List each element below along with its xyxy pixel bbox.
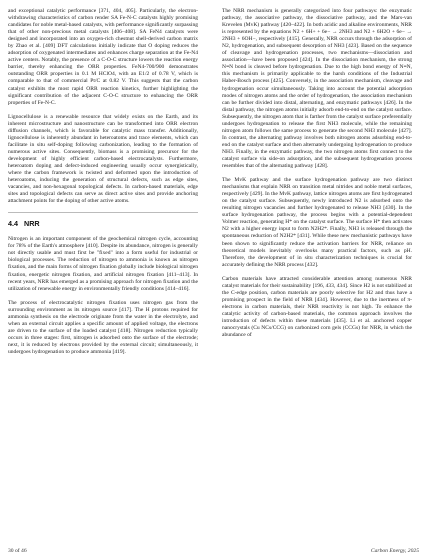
section-divider	[8, 212, 198, 213]
section-title: NRR	[24, 219, 40, 229]
page-number: 30 of 46	[8, 548, 27, 554]
section-heading	[8, 219, 198, 228]
journal-name: Carbon Energy, 2025	[370, 548, 419, 554]
left-paragraph-1: and exceptional catalytic performance [371, 404, 405]. Particularly, the electron-withdrawing characteristics of carbon render SA Fe-N-C catalysts highly promising candidates for noble metal-based catalysts, with performance significantly surpassing that of other non-precious metal catalysts [406–408]. SA FeN4 catalysts were designed and incorporated into an oxygen-rich chestnut shell-derived carbon matrix by Zhao et al. [409] DFT calculations initially indicate that O doping reduces the adsorption of oxygenated intermediates and enhances charge separation at the Fe-N4 active centers. Notably, the presence of a C-O-C structure lowers the reaction energy barrier, thereby enhancing the ORR properties. FeN4-700/900 demonstrates outstanding ORR properties in 0.1 M HClO4, with an E1/2 of 0.78 V, which is comparable to that of commercial Pt/C at 0.82 V. This suggests that the carbon catalyst exhibits the most rapid ORR reaction kinetics, further highlighting the significant contribution of the adjacent C-O-C structure to enhancing the ORR properties of Fe-N-C.	[8, 8, 198, 106]
right-paragraph-2: The MvK pathway and the surface hydrogenation pathway are two distinct mechanisms that explain NRR on transition metal nitrides and noble metal surfaces, respectively [429]. In the MvK pathway, lattice nitrogen atoms are first hydrogenated on the catalyst surface. Subsequently, newly introduced N2 is adsorbed onto the resulting nitrogen vacancies and further hydrogenated to release NH3 [430]. In the surface hydrogenation pathway, the process begins with a potential-dependent Volmer reaction, generating H* on the catalyst surface. The surface H* then activates N2 with a higher energy input to form N2H2*. Finally, NH3 is released through the spontaneous reduction of N2H2* [431]. While these new mechanistic pathways have been shown to significantly reduce the activation barriers for NRR, reliance on theoretical models inevitably overlooks many practical factors, such as pH. Therefore, the development of in situ characterization techniques is crucial for accurately defining the NRR process [432].	[222, 177, 412, 268]
right-paragraph-1: The NRR mechanism is generally categorized into four pathways: the enzymatic pathway, the associative pathway, the dissociative pathway, and the Mars-van Krevelen (MvK) pathway [420–422]. In both acidic and alkaline environments, NRR is represented by the equations N2 + 6H+ + 6e− → 2NH3 and N2 + 6H2O + 6e− → 2NH3 + 6OH−, respectively [415]. Generally, NRR occurs through the adsorption of N2, hydrogenation, and subsequent desorption of NH3 [423]. Based on the sequence of cleavage and hydrogenation processes, two mechanisms—dissociation and association—have been proposed [424]. In the dissociation mechanism, the strong N≡N bond is cleaved before hydrogenation. Due to the high bond energy of N≡N, this mechanism is primarily applicable to the harsh conditions of the Industrial Haber-Bosch process [425]. Conversely, in the association mechanism, cleavage and hydrogenation occur simultaneously. Taking into account the potential adsorption modes of nitrogen atoms and the order of hydrogenation, the association mechanism can be further divided into distal, alternating, and enzymatic pathways [426]. In the distal pathway, the nitrogen atoms initially adsorb end-to-end on the catalyst surface. Subsequently, the nitrogen atom that is farther from the catalyst surface preferentially undergoes hydrogenation to release the first NH3 molecule, while the remaining nitrogen atom follows the same process to generate the second NH3 molecule [427]. In contrast, the alternating pathway involves both nitrogen atoms adsorbing end-to-end on the catalyst surface and then alternately undergoing hydrogenation to produce NH3. Finally, in the enzymatic pathway, the two nitrogen atoms first connect to the catalyst surface via side-on adsorption, and the subsequent hydrogenation process resembles that of the alternating pathway [428].	[222, 8, 412, 170]
left-paragraph-4: The process of electrocatalytic nitrogen fixation uses nitrogen gas from the surrounding environment as its nitrogen source [417]. The H protons required for ammonia synthesis on the electrode originate from the water in the electrolyte, and when an external circuit applies a specific amount of applied voltage, the electrons are driven to the surface of the loaded catalyst [418]. Nitrogen reduction typically occurs in three stages: first, nitrogen is adsorbed onto the surface of the electrode; next, it is reduced by electrons provided by the external circuit; simultaneously, it undergoes hydrogenation to produce ammonia [419].	[8, 299, 198, 355]
right-column	[222, 8, 412, 346]
section-number: 4.4	[8, 219, 18, 229]
left-column	[8, 8, 198, 363]
page-footer	[8, 548, 419, 555]
left-paragraph-2: Lignocellulose is a renewable resource that widely exists on the Earth, and its inherent microstructure and nanostructure can be transformed into ORR electron diffusion channels, which is favorable for catalytic mass transfer. Additionally, lignocellulose is inherently abundant in heteroatoms and trace elements, which can facilitate in situ self-doping following carbonization, leading to the formation of numerous active sites. Consequently, biomass is a promising precursor for the development of highly efficient carbon-based electrocatalysts. Furthermore, heteroatom doping and defect-induced engineering usually occur synergistically, where the carbon framework is twisted and deformed upon the introduction of heteroatoms, inducing the generation of structural defects, such as edge sites, vacancies, and non-hexagonal topological defects. In carbon-based materials, edge sites and topological defects can serve as direct active sites and provide anchoring attachment points for the doping of other active atoms.	[8, 113, 198, 205]
left-paragraph-3: Nitrogen is an important component of the geochemical nitrogen cycle, accounting for 78% of the Earth's atmosphere [410]. Despite its abundance, nitrogen is generally not directly usable and must first be "fixed" into a form useful for industrial or biological processes. The reduction of nitrogen to ammonia is known as nitrogen fixation, and the main forms of nitrogen fixation globally include biological nitrogen fixation, energetic nitrogen fixation, and artificial nitrogen fixation [411–413]. In recent years, NRR has emerged as a promising approach for nitrogen fixation and the utilization of renewable energy in environmentally friendly conditions [414–416].	[8, 236, 198, 292]
right-paragraph-3: Carbon materials have attracted considerable attention among numerous NRR catalyst materials for their sustainability [196, 433, 434]. Since H2 is not stabilized at the C-edge position, carbon materials are poorly selective for H2 and thus have a promising prospect in the field of NRR [434]. However, due to the inertness of π-electrons in carbon materials, their NRR reactivity is not high. To enhance the catalytic activity of carbon-based materials, the common approach involves the introduction of defects within these materials [435]. Li et al. anchored copper nanocrystals (Cu NCs/CCG) on carbonized corn gels (CCGs) for NRR, in which the abundance of	[222, 275, 412, 339]
